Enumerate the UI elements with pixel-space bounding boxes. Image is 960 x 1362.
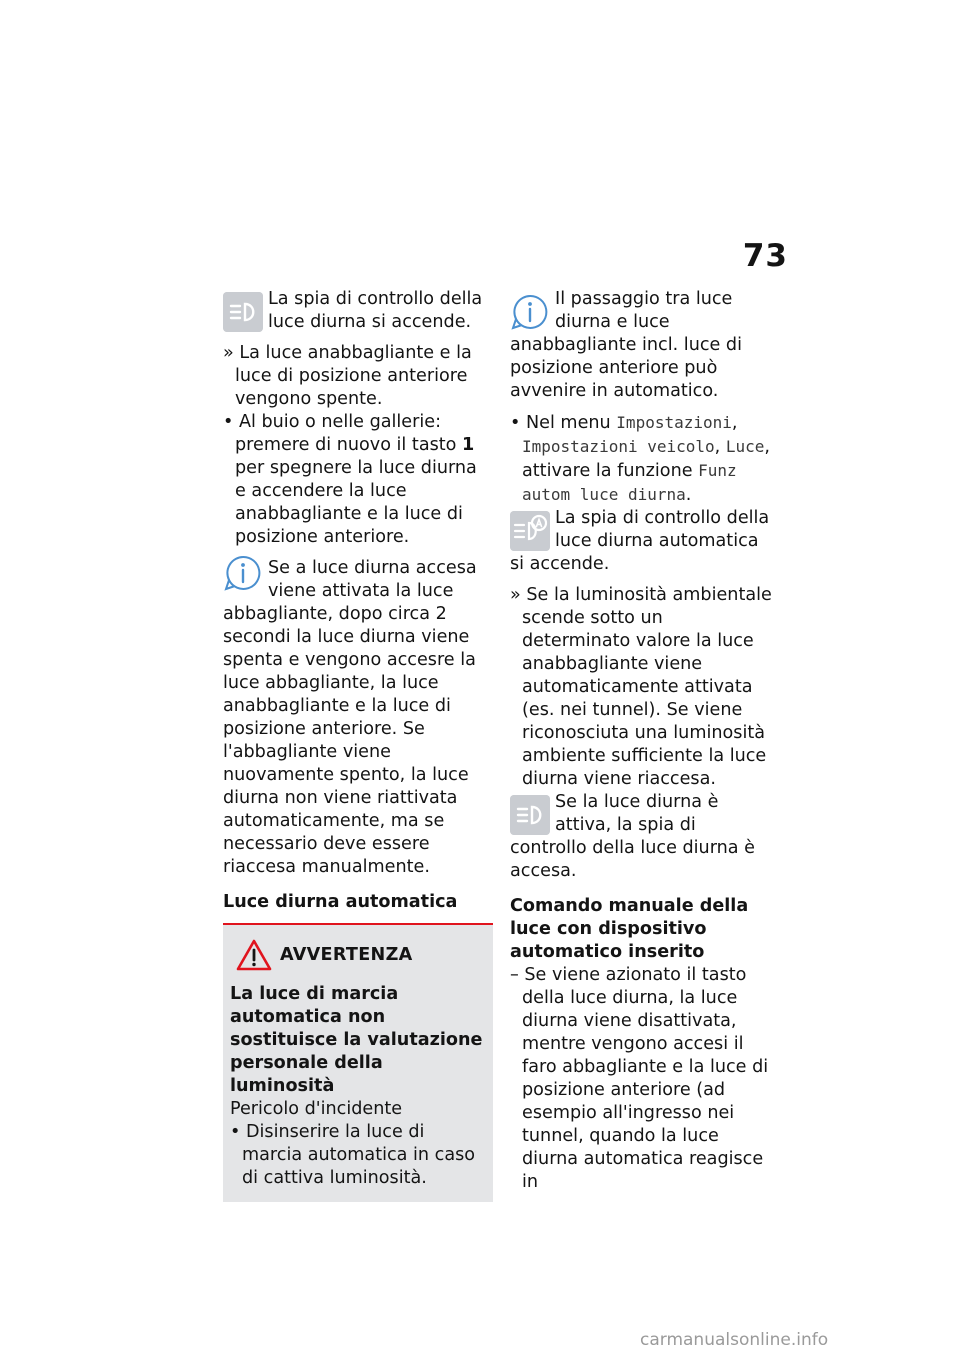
info-text: Il passaggio tra luce diurna e luce anabbagliante incl. luce di posizione anteriore può avvenire in automatico. — [510, 289, 742, 401]
menu-instruction: • Nel menu Impostazioni, Impostazioni veicolo, Luce, attivare la funzione Funz autom luce diurna. — [510, 413, 770, 505]
warning-box — [223, 923, 493, 1202]
info-text: Se a luce diurna accesa viene attivata la luce abbagliante, dopo circa 2 secondi la luce diurna viene spenta e vengono accesre la luce abbagliante, la luce anabbagliante e la luce di posizione anteriore. Se l'abbagliante viene nuovamente spento, la luce diurna non viene riattivata automaticamente, ma se necessario deve essere riaccesa manualmente. — [223, 558, 477, 877]
automatic-daytime-light-indicator-icon — [510, 511, 550, 551]
watermark: carmanualsonline.info — [640, 1330, 829, 1350]
result-text: » La luce anabbagliante e la luce di posizione anteriore vengono spente. — [223, 343, 472, 409]
info-icon — [223, 553, 263, 593]
section-heading: Luce diurna automatica — [223, 892, 458, 912]
page-number: 73 — [742, 238, 788, 274]
auto-indicator-text: La spia di controllo della luce diurna automatica si accende. — [510, 508, 770, 574]
indicator-text: Se la luce diurna è attiva, la spia di controllo della luce diurna è accesa. — [510, 792, 755, 881]
column-right — [510, 288, 775, 1194]
key-number: 1 — [462, 435, 475, 455]
warning-bullet: • Disinserire la luce di marcia automatica in caso di cattiva luminosità. — [230, 1122, 476, 1188]
menu-path-settings: Impostazioni — [616, 413, 732, 432]
daytime-light-indicator-icon — [510, 795, 550, 835]
column-left — [223, 288, 493, 1202]
result-text: » Se la luminosità ambientale scende sotto un determinato valore la luce anabbagliante viene automaticamente attivata (es. nei tunnel). Se viene riconosciuta una luminosità ambiente sufficiente la luce diurna viene riaccesa. — [510, 585, 772, 789]
info-icon — [510, 292, 550, 332]
warning-title: AVVERTENZA — [280, 944, 413, 965]
warning-text: Pericolo d'incidente — [230, 1099, 403, 1119]
daytime-light-indicator-icon — [223, 292, 263, 332]
menu-path-vehicle-settings: Impostazioni veicolo — [522, 437, 715, 456]
warning-triangle-icon — [236, 939, 272, 971]
bullet-item: • Al buio o nelle gallerie: premere di nuovo il tasto 1 per spegnere la luce diurna e accendere la luce anabbagliante e la luce di posizione anteriore. — [223, 412, 477, 547]
section-heading: Comando manuale della luce con dispositivo automatico inserito — [510, 896, 749, 962]
menu-function-name: Funz autom luce diurna — [522, 461, 737, 504]
menu-path-light: Luce — [725, 437, 765, 456]
indicator-text: La spia di controllo della luce diurna si accende. — [268, 289, 483, 332]
dash-item: – Se viene azionato il tasto della luce diurna, la luce diurna viene disattivata, mentre vengono accesi il faro abbagliante e la luce di posizione anteriore (ad esempio all'ingresso nei tunnel, quando la luce diurna automatica reagisce in — [510, 965, 769, 1192]
warning-header — [230, 939, 486, 971]
warning-heading: La luce di marcia automatica non sostituisce la valutazione personale della luminosità — [230, 984, 483, 1096]
